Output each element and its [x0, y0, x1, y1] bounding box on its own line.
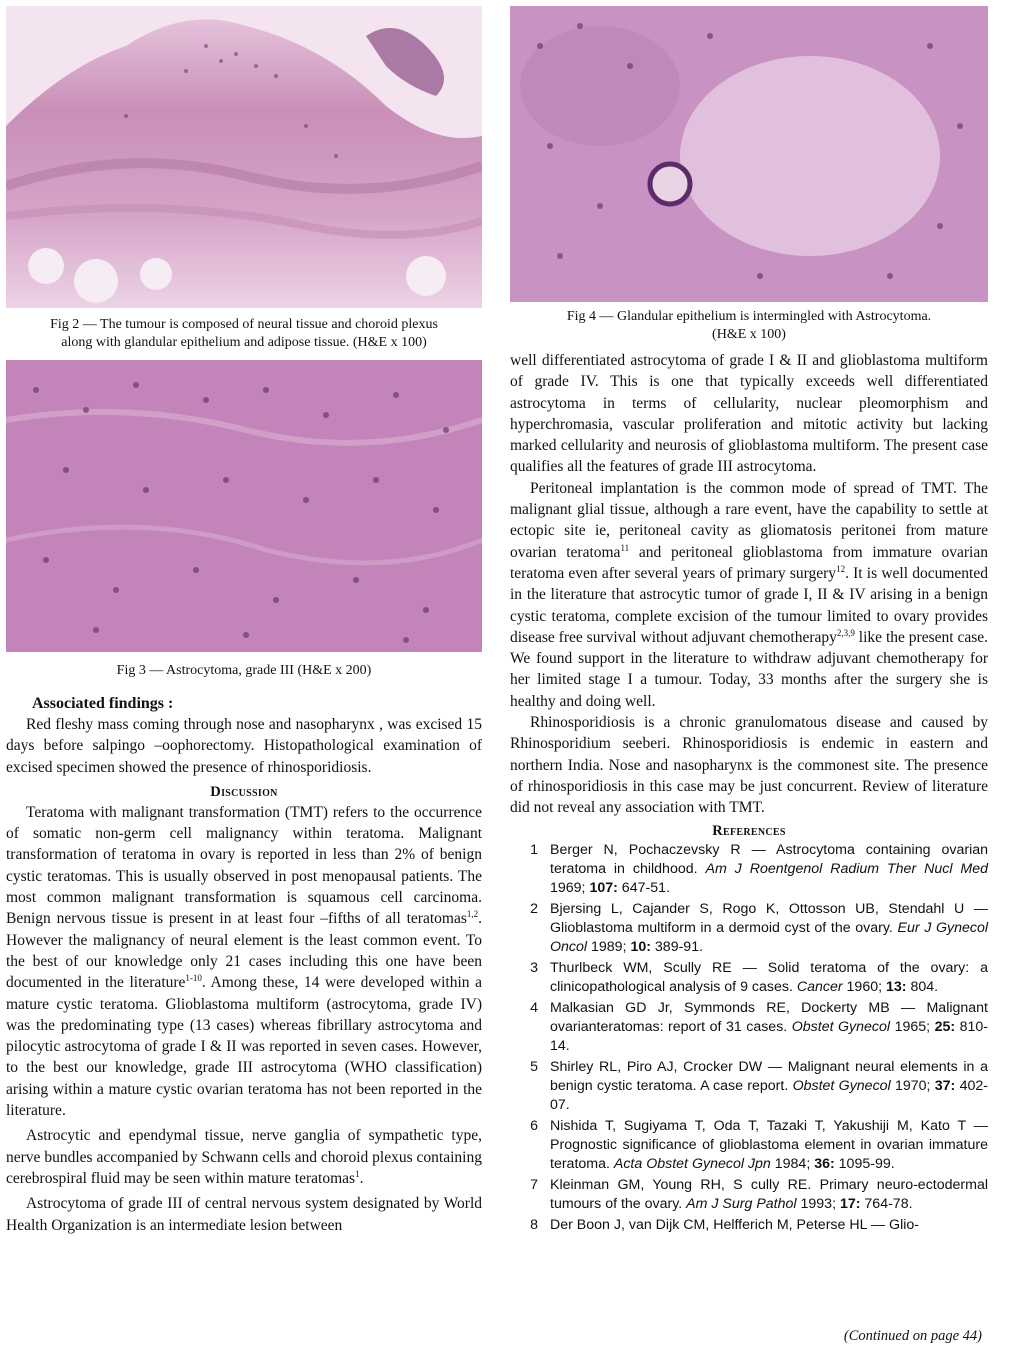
discussion-paragraph-2: Astrocytic and ependymal tissue, nerve ganglia of sympathetic type, nerve bundles accompanied by Schwann cells and choroid plexus containing cerebrospiral fluid may be seen within mature teratomas$^1$. [6, 1127, 482, 1187]
reference-number: 7 [530, 1176, 538, 1193]
reference-number: 4 [530, 999, 538, 1016]
reference-number: 2 [530, 900, 538, 917]
discussion-paragraph-3-cont: well differentiated astrocytoma of grade I & II and glioblastoma multiform of grade IV. This is one that typically exceeds well differentiated astrocytoma in terms of cellularity, nuclear pleomorphism and hyperchromasia, vascular proliferation and mitotic activity but lacking marked cellularity and neurosis of glioblastoma multiform. The present case qualifies all the features of grade III astrocytoma. [510, 352, 988, 476]
reference-text: Shirley RL, Piro AJ, Crocker DW — Malignant neural elements in a benign cystic teratoma. A case report. Obstet Gynecol 1970; 37: 402-07. [550, 1058, 988, 1113]
fig3-micrograph [6, 360, 482, 652]
fig4-caption [510, 308, 988, 344]
fig4-caption-line1: Fig 4 — Glandular epithelium is intermingled with Astrocytoma. [566, 309, 932, 324]
reference-item [510, 1216, 988, 1235]
reference-item [510, 1176, 988, 1214]
reference-item [510, 900, 988, 957]
reference-text: Der Boon J, van Dijk CM, Helfferich M, Peterse HL — Glio- [550, 1216, 919, 1233]
discussion-paragraph-1: Teratoma with malignant transformation (TMT) refers to the occurrence of somatic non-germ cell malignancy within teratoma. Malignant transformation of teratoma in ovary is reported in less than 2% of benign cystic teratomas. This is usually observed in post menopausal patients. The most common malignant transformation is squamous cell carcinoma. Benign nervous tissue is present in at least four –fifths of all teratomas$^{1,2}$. However the malignancy of neural element is the least common event. To the best of our knowledge only 21 cases including this one have been documented in the literature$^{1-10}$. Among these, 14 were developed within a mature cystic teratoma. Glioblastoma multiform (astrocytoma, grade IV) was the predominating type (13 cases) whereas fibrillary astrocytoma and pilocytic astrocytoma of grade I & II was reported in seven cases. However, to the best our knowledge, grade III astrocytoma (WHO classification) arising within a mature cystic ovarian teratoma has not been reported in the literature. [6, 803, 483, 1120]
reference-item [510, 999, 988, 1056]
reference-item [510, 1117, 988, 1174]
reference-text: Thurlbeck WM, Scully RE — Solid teratoma of the ovary: a clinicopathological analysis of 9 cases. Cancer 1960; 13: 804. [550, 959, 988, 995]
reference-item [510, 959, 988, 997]
discussion-paragraph-3-start: Astrocytoma of grade III of central nervous system designated by World Health Organization is an intermediate lesion between [6, 1195, 482, 1234]
reference-item [510, 1058, 988, 1115]
reference-item [510, 841, 988, 898]
reference-text: Bjersing L, Cajander S, Rogo K, Ottosson UB, Stendahl U — Glioblastoma multiform in a dermoid cyst of the ovary. Eur J Gynecol Oncol 1989; 10: 389-91. [550, 900, 988, 955]
reference-number: 5 [530, 1058, 538, 1075]
discussion-paragraph-4: Peritoneal implantation is the common mode of spread of TMT. The malignant glial tissue, although a rare event, have the capability to settle at ectopic site ie, peritoneal cavity as gliomatosis peritonei from mature ovarian teratoma$^{11}$ and peritoneal glioblastoma from immature ovarian teratoma even after several years of primary surgery$^{12}$. It is well documented in the literature that astrocytic tumor of grade I, II & IV arising in a benign cystic teratoma, complete excision of the tumour limited to ovary provides disease free survival without adjuvant chemotherapy$^{2,3,9}$ like the present case. We found support in the literature to withdraw adjuvant chemotherapy for her limited stage I a tumour. Today, 33 months after the surgery she is healthy and doing well. [510, 479, 989, 710]
reference-text: Nishida T, Sugiyama T, Oda T, Tazaki T, Yakushiji M, Kato T — Prognostic significance of glioblastoma element in ovarian immature teratoma. Acta Obstet Gynecol Jpn 1984; 36: 1095-99. [550, 1117, 988, 1172]
left-column [6, 6, 482, 1236]
continued-note: (Continued on page 44) [843, 1328, 982, 1344]
reference-number: 3 [530, 959, 538, 976]
fig2-caption-line1: Fig 2 — The tumour is composed of neural tissue and choroid plexus [50, 317, 438, 332]
discussion-paragraph-5: Rhinosporidiosis is a chronic granulomatous disease and caused by Rhinosporidium seeberi. Rhinosporidiosis is endemic in eastern and northern India. Nose and nasopharynx is the commonest site. The presence of rhinosporidiosis in this case may be just concurrent. Review of literature did not reveal any association with TMT. [510, 714, 988, 817]
associated-findings-text: Red fleshy mass coming through nose and nasopharynx , was excised 15 days before salpingo –oophorectomy. Histopathological examination of excised specimen showed the presence of rhinosporidiosis. [6, 716, 482, 776]
associated-findings-heading: Associated findings : [32, 695, 174, 712]
fig2-caption [6, 316, 482, 352]
discussion-heading: Discussion [210, 783, 278, 800]
fig4-micrograph [510, 6, 988, 302]
fig4-caption-line2: (H&E x 100) [712, 327, 786, 342]
references-list [510, 841, 988, 1235]
reference-number: 1 [530, 841, 538, 858]
fig2-micrograph [6, 6, 482, 308]
fig2-caption-line2: along with glandular epithelium and adipose tissue. (H&E x 100) [61, 335, 427, 350]
fig3-caption-line1: Fig 3 — Astrocytoma, grade III (H&E x 200) [116, 663, 372, 678]
right-column [510, 6, 988, 1237]
fig3-caption [6, 662, 482, 680]
reference-text: Malkasian GD Jr, Symmonds RE, Dockerty MB — Malignant ovarianteratomas: report of 31 cases. Obstet Gynecol 1965; 25: 810-14. [550, 999, 988, 1054]
reference-number: 6 [530, 1117, 538, 1134]
reference-text: Kleinman GM, Young RH, S cully RE. Primary neuro-ectodermal tumours of the ovary. Am J Surg Pathol 1993; 17: 764-78. [550, 1176, 988, 1212]
references-heading: References [712, 822, 786, 839]
reference-number: 8 [530, 1216, 538, 1233]
reference-text: Berger N, Pochaczevsky R — Astrocytoma containing ovarian teratoma in childhood. Am J Roentgenol Radium Ther Nucl Med 1969; 107: 647-51. [550, 841, 988, 896]
